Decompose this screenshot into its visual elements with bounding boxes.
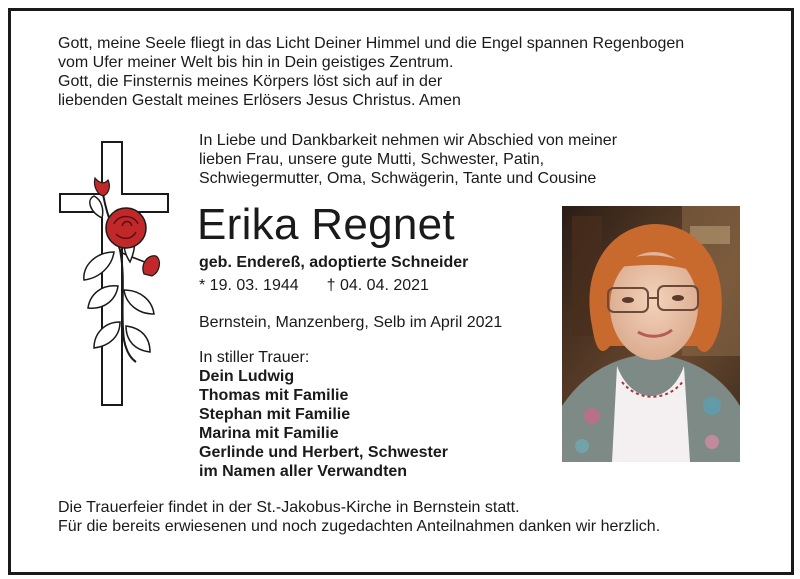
- intro-line: In Liebe und Dankbarkeit nehmen wir Abschied von meiner: [199, 132, 618, 149]
- cross-with-roses-icon: [58, 140, 178, 408]
- mourner-name: Thomas mit Familie: [199, 387, 349, 404]
- prayer-line: vom Ufer meiner Welt bis hin in Dein geistiges Zentrum.: [58, 54, 454, 71]
- intro-line: lieben Frau, unsere gute Mutti, Schwester, Patin,: [199, 151, 545, 168]
- closing-line: Für die bereits erwiesenen und noch zugedachten Anteilnahmen danken wir herzlich.: [58, 518, 661, 535]
- closing-line: Die Trauerfeier findet in der St.-Jakobus-Kirche in Bernstein statt.: [58, 499, 520, 516]
- mourner-name: Stephan mit Familie: [199, 406, 351, 423]
- farewell-intro: [199, 131, 617, 188]
- prayer-line: Gott, die Finsternis meines Körpers löst sich auf in der: [58, 73, 443, 90]
- mourners-heading: In stiller Trauer:: [199, 349, 310, 366]
- place-and-date: Bernstein, Manzenberg, Selb im April 2021: [199, 314, 503, 331]
- mourner-name: Dein Ludwig: [199, 368, 295, 385]
- death-date: † 04. 04. 2021: [326, 277, 429, 294]
- mourner-name: Marina mit Familie: [199, 425, 339, 442]
- prayer-line: liebenden Gestalt meines Erlösers Jesus Christus. Amen: [58, 92, 461, 109]
- prayer-text: [58, 34, 684, 110]
- intro-line: Schwiegermutter, Oma, Schwägerin, Tante und Cousine: [199, 170, 597, 187]
- deceased-name: Erika Regnet: [197, 200, 455, 249]
- mourner-name: Gerlinde und Herbert, Schwester: [199, 444, 448, 461]
- portrait-photo: [562, 206, 740, 462]
- closing-text: [58, 498, 660, 536]
- maiden-name: geb. Endereß, adoptierte Schneider: [199, 254, 469, 271]
- mourners-list: [199, 348, 448, 481]
- life-dates: [199, 276, 429, 295]
- birth-date: * 19. 03. 1944: [199, 277, 299, 294]
- mourner-name: im Namen aller Verwandten: [199, 463, 408, 480]
- prayer-line: Gott, meine Seele fliegt in das Licht Deiner Himmel und die Engel spannen Regenbogen: [58, 35, 685, 52]
